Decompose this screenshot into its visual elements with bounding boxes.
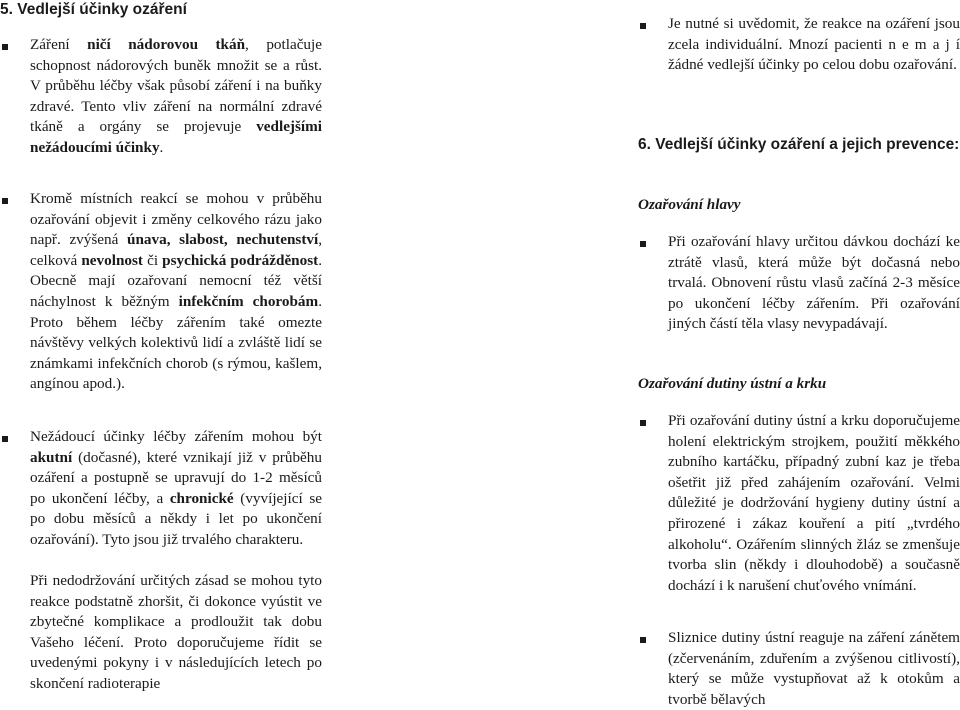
paragraph-recommendation: Při nedodržování určitých zásad se mohou tyto reakce podstatně zhoršit, či dokonce vyústit ve zbytečné komplikace a prodloužit tak dobu Vašeho léčení. Proto doporučujeme řídit se uvedenými pokyny i v následujících letech po skončení radioterapie xyxy=(30,572,322,692)
bullet-square-icon xyxy=(2,436,8,442)
bullet-square-icon xyxy=(640,241,646,247)
subheading-head: Ozařování hlavy xyxy=(638,196,741,213)
bullet-square-icon xyxy=(640,420,646,426)
subheading-mouth-throat: Ozařování dutiny ústní a krku xyxy=(638,375,827,392)
paragraph-individual-reactions: Je nutné si uvědomit, že reakce na ozáření jsou zcela individuální. Mnozí pacienti n e m a j í žádné vedlejší účinky po celou dobu ozařování. xyxy=(668,15,960,74)
paragraph-hair-loss: Při ozařování hlavy určitou dávkou dochází ke ztrátě vlasů, která může být dočasná nebo trvalá. Obnovení růstu vlasů začíná 2-3 měsíce po ukončení léčby zářením. Při ozařování jiných částí těla vlasy nevypadávají. xyxy=(668,233,960,333)
paragraph-mucosa: Sliznice dutiny ústní reaguje na záření zánětem (zčervenáním, zduřením a zvýšenou citlivostí), který se může vystupňovat až k otokům a tvorbě bělavých xyxy=(668,629,960,708)
section-5-heading: 5. Vedlejší účinky ozáření xyxy=(0,1,187,18)
bullet-square-icon xyxy=(2,44,8,50)
bullet-square-icon xyxy=(640,23,646,29)
section-6-heading: 6. Vedlejší účinky ozáření a jejich prevence: xyxy=(638,136,960,153)
bullet-square-icon xyxy=(2,198,8,204)
paragraph-acute-chronic: Nežádoucí účinky léčby zářením mohou být akutní (dočasné), které vznikají již v průběhu ozáření a postupně se upravují do 1-2 měsíců po ukončení léčby, a chronické (vyvíjející se po dobu měsíců a někdy i let po ukončení ozařování). Tyto jsou již trvalého charakteru. xyxy=(30,428,322,548)
paragraph-oral-hygiene: Při ozařování dutiny ústní a krku doporučujeme holení elektrickým strojkem, použití měkkého zubního kartáčku, případný zubní kaz je třeba ošetřit již před zahájením ozařování. Velmi důležité je dodržování hygieny dutiny ústní a přirozené i zákaz kouření a pití „tvrdého alkoholu“. Ozářením slinných žláz se zmenšuje tvorba slin (někdy i dlouhodobě) a současně dochází i k narušení chuťového vnímání. xyxy=(668,412,960,594)
paragraph-general-symptoms: Kromě místních reakcí se mohou v průběhu ozařování objevit i změny celkového rázu jako např. zvýšená únava, slabost, nechutenství, celková nevolnost či psychická podrážděnost. Obecně mají ozařovaní nemocní též větší náchylnost k běžným infekčním chorobám. Proto během léčby zářením také omezte návštěvy velkých kolektivů lidí a zvláště lidí se známkami infekčních chorob (s rýmou, kašlem, angínou apod.). xyxy=(30,190,322,393)
bullet-square-icon xyxy=(640,637,646,643)
paragraph-radiation-effect: Záření ničí nádorovou tkáň, potlačuje schopnost nádorových buněk množit se a růst. V průběhu léčby však působí záření i na buňky zdravé. Tento vliv záření na normální zdravé tkáně a orgány se projevuje vedlejšími nežádoucími účinky. xyxy=(30,36,322,156)
